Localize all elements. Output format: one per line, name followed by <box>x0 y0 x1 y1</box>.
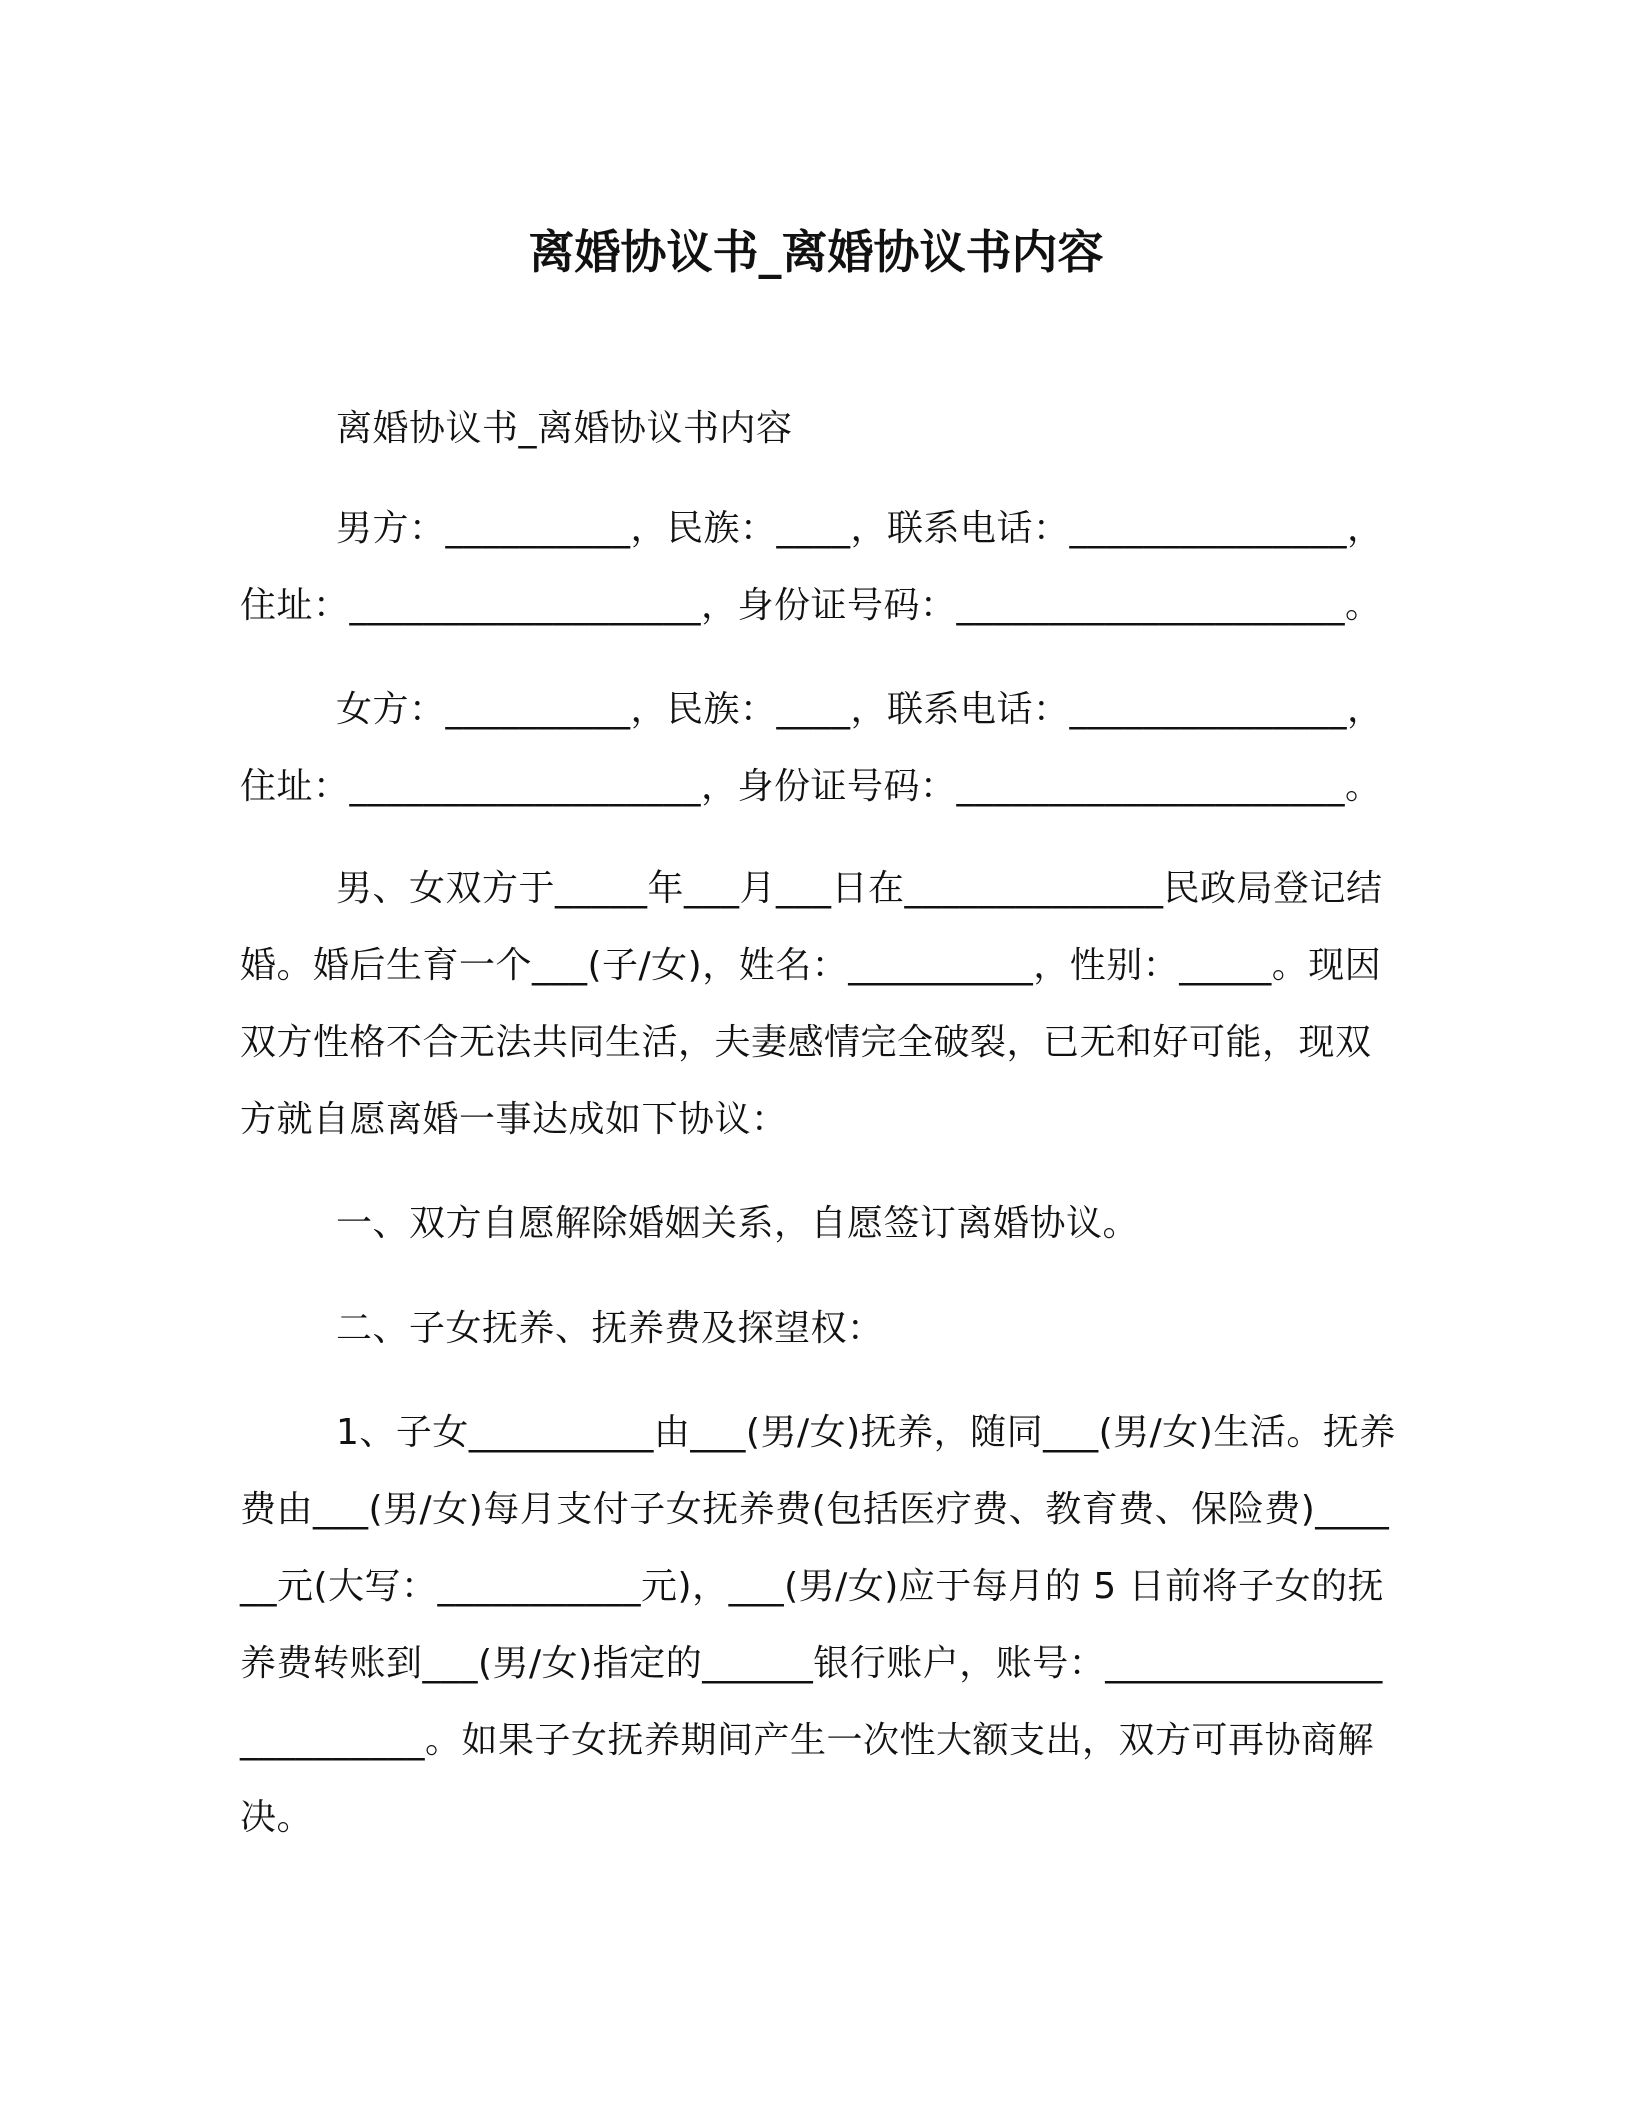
clause-2-1-section <box>240 1394 1400 1856</box>
woman-info-section <box>240 671 1400 825</box>
clause-2-paragraph: 二、子女抚养、抚养费及探望权： <box>336 1308 884 1349</box>
clause-1-section <box>240 1185 1400 1262</box>
clause-1-paragraph: 一、双方自愿解除婚姻关系，自愿签订离婚协议。 <box>336 1203 1140 1244</box>
document-title: 离婚协议书_离婚协议书内容 <box>528 225 1104 279</box>
subtitle-paragraph: 离婚协议书_离婚协议书内容 <box>336 408 793 449</box>
marriage-info-section <box>240 850 1400 1158</box>
clause-2-section <box>240 1290 1400 1367</box>
marriage-info-paragraph: 男、女双方于_____年___月___日在______________民政局登记结婚。婚后生育一个___(子/女)，姓名：__________，性别：_____。现因双方性格不合无法共同生活，夫妻感情完全破裂，已无和好可能，现双方就自愿离婚一事达成如下协议： <box>240 868 1383 1140</box>
document-subtitle <box>240 390 1400 467</box>
man-info-paragraph: 男方：__________，民族：____，联系电话：_______________，住址：___________________，身份证号码：_____________________。 <box>240 508 1384 626</box>
woman-info-paragraph: 女方：__________，民族：____，联系电话：_______________，住址：___________________，身份证号码：_____________________。 <box>240 689 1384 807</box>
man-info-section <box>240 490 1400 644</box>
clause-2-1-paragraph: 1、子女__________由___(男/女)抚养，随同___(男/女)生活。抚养费由___(男/女)每月支付子女抚养费(包括医疗费、教育费、保险费)______元(大写：___________元)，___(男/女)应于每月的 5 日前将子女的抚养费转账到___(男/女)指定的______银行账户，账号：_________________________。如果子女抚养期间产生一次性大额支出，双方可再协商解决。 <box>240 1412 1396 1838</box>
